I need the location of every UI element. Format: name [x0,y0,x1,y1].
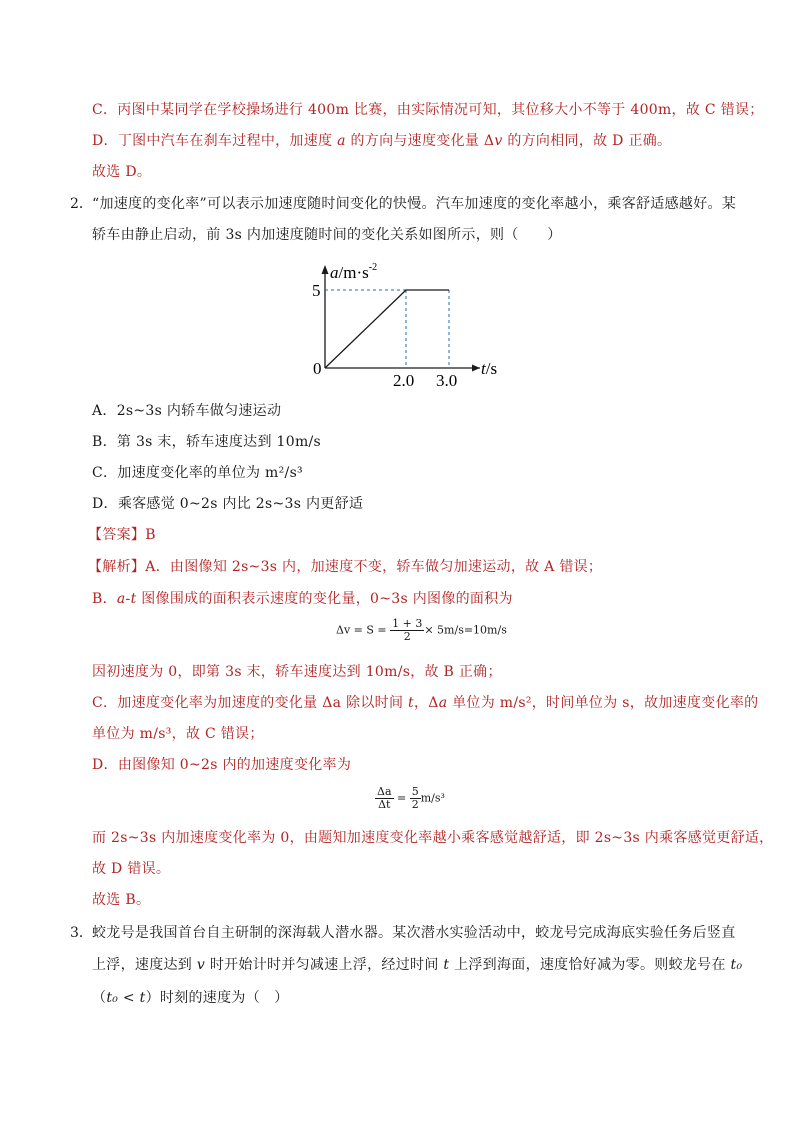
q2-analysis-b [92,589,513,609]
q3-number: 3． [70,925,93,941]
q2-stem-line1: “加速度的变化率”可以表示加速度随时间变化的快慢。汽车加速度的变化率越小，乘客舒适感越好。某 [92,196,737,212]
x-axis-arrow [472,365,480,372]
formula2-eq: = [397,791,407,805]
q1-conclusion: 故选 D。 [92,164,152,180]
formula-velocity-change [336,618,507,643]
q3-l2-var-v: v [196,957,206,973]
q1-d-text-3: 的方向相同，故 D 正确。 [502,133,672,149]
q3-l3-text: ）时刻的速度为（ ） [145,990,289,1006]
c1-text-3: 单位为 m/s²，时间单位为 s，故加速度变化率的 [447,695,759,711]
formula2-fraction-1 [375,786,394,811]
analysis-tag: 【解析】 [88,559,146,575]
x-tick-3: 3.0 [436,371,458,390]
y-axis-arrow [322,265,329,274]
formula2-fraction-2 [410,786,421,811]
q1-analysis-c: C．丙图中某同学在学校操场进行 400m 比赛，由实际情况可知，其位移大小不等于 400m，故 C 错误； [92,102,764,118]
formula2-unit: m/s³ [420,791,445,805]
q3-l2-text-2: 时开始计时并匀减速上浮，经过时间 [205,957,444,973]
formula2-num1: Δa [377,785,392,798]
x-tick-2: 2.0 [393,371,415,390]
q3-l2-var-t: t [443,957,450,973]
acceleration-time-graph [300,250,520,390]
q2-analysis-d1: D．由图像知 0~2s 内的加速度变化率为 [92,757,352,773]
q3-l3-paren-open: （ [92,990,107,1006]
q3-l2-var-t0: t₀ [730,957,743,973]
analysis-b-at: a-t [116,591,137,607]
formula1-fraction [390,618,424,643]
q3-l2-text-3: 上浮到海面，速度恰好减为零。则蛟龙号在 [449,957,731,973]
q2-answer [88,525,156,545]
answer-tag: 【答案】 [88,527,146,543]
q2-analysis-c1 [92,693,758,713]
analysis-a-text: A．由图像知 2s~3s 内，加速度不变，轿车做匀加速运动，故 A 错误； [145,559,603,575]
q2-analysis-a [88,557,602,577]
q1-d-text-1: D．丁图中汽车在刹车过程中，加速度 [92,133,338,149]
c1-var-a: a [438,695,448,711]
q1-analysis-d [92,131,671,151]
formula2-num2: 5 [411,785,419,798]
q3-l2-text-1: 上浮，速度达到 [92,957,197,973]
x-axis-label: t/s [481,359,498,378]
analysis-b-post: 图像围成的面积表示速度的变化量，0~3s 内图像的面积为 [136,591,513,607]
y-tick-5: 5 [312,281,321,300]
q2-option-d: D．乘客感觉 0~2s 内比 2s~3s 内更舒适 [92,496,364,512]
c1-text-1: C．加速度变化率为加速度的变化量 Δa 除以时间 [92,695,409,711]
q1-d-text-2: 的方向与速度变化量 Δ [345,133,495,149]
analysis-b-pre: B． [92,591,117,607]
q1-d-var-v: v [494,133,503,149]
c1-text-2: ，Δ [413,695,439,711]
q3-line1: 蛟龙号是我国首台自主研制的深海载人潜水器。某次潜水实验活动中，蛟龙号完成海底实验任务后竖直 [92,925,736,941]
formula1-num: 1 + 3 [392,617,423,630]
y-axis-label: $a/m\cdot s^{-2}$ [330,262,378,282]
q2-analysis-d2: 而 2s~3s 内加速度变化率为 0，由题知加速度变化率越小乘客感觉越舒适，即 2s~3s 内乘客感觉更舒适， [92,830,774,846]
formula1-rhs: × 5m/s=10m/s [424,623,507,637]
formula-jerk [375,786,445,811]
answer-value: B [145,527,156,543]
c1-var-t: t [408,695,414,711]
q2-conclusion: 故选 B。 [92,892,151,908]
origin-label: 0 [313,359,322,378]
q2-option-a: A．2s~3s 内轿车做匀速运动 [92,403,282,419]
q2-analysis-b2: 因初速度为 0，即第 3s 末，轿车速度达到 10m/s，故 B 正确； [92,664,502,680]
q3-l3-condition: t₀ < t [106,990,146,1006]
q1-d-var-a: a [337,133,346,149]
q2-option-c: C．加速度变化率的单位为 m²/s³ [92,465,303,481]
a-t-data-line [325,290,449,368]
q2-option-b: B．第 3s 末，轿车速度达到 10m/s [92,434,322,450]
formula1-den: 2 [403,630,411,643]
formula1-lhs: Δv = S = [336,623,387,637]
formula2-den1: Δt [378,798,391,811]
q2-analysis-c2: 单位为 m/s³，故 C 错误； [92,726,264,742]
q2-number: 2． [70,196,93,212]
formula2-den2: 2 [411,798,419,811]
q2-analysis-d3: 故 D 错误。 [92,861,171,877]
q2-stem-line2: 轿车由静止启动，前 3s 内加速度随时间的变化关系如图所示，则（ ） [92,227,562,243]
q3-line2 [92,955,742,975]
q3-line3 [92,988,289,1008]
